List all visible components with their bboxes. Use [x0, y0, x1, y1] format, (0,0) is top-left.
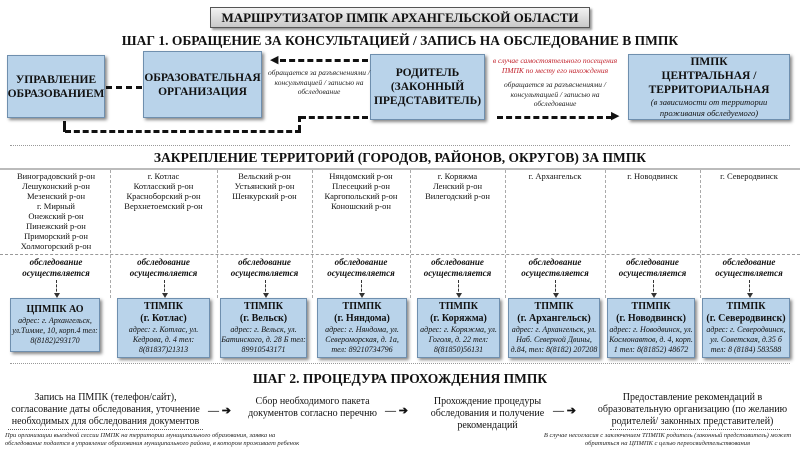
office-address: адрес: г. Архангельск, ул.Тимме, 10, корп.4 тел: 8(8182)293170	[12, 316, 98, 345]
pmpk-note: (в зависимости от территории проживания обследуемого)	[650, 97, 768, 118]
arrow-to-department	[65, 130, 301, 133]
office-name: ЦПМПК АО	[26, 304, 84, 315]
step2-item: Запись на ПМПК (телефон/сайт), согласование даты обследования, уточнение необходимых для обследования документов	[11, 392, 200, 427]
arrow-down-icon	[458, 280, 459, 296]
office-address: адрес: г. Архангельск, ул. Наб. Северной Двины, д.84, тел: 8(8182) 207208	[510, 325, 598, 354]
box-line: ОБРАЗОВАТЕЛЬНАЯ	[144, 71, 261, 84]
box-line: (ЗАКОННЫЙ	[390, 81, 465, 93]
office-address: адрес: г. Няндома, ул. Североморская, д. 1а, тел: 89210734796	[325, 325, 399, 354]
office-city: (г. Северодвинск)	[706, 313, 786, 324]
box-line: ОРГАНИЗАЦИЯ	[158, 85, 247, 98]
office-name: ТПМПК	[631, 301, 671, 312]
obs-label: обследование осуществляется	[618, 257, 687, 278]
obs-label: обследование осуществляется	[230, 257, 299, 278]
divider	[0, 254, 800, 255]
territory-areas: г. Новодвинск	[627, 171, 678, 181]
arrow-down-icon	[56, 280, 57, 296]
step2-heading: ШАГ 2. ПРОЦЕДУРА ПРОХОЖДЕНИЯ ПМПК	[252, 371, 548, 386]
office-city: (г. Архангельск)	[517, 313, 591, 324]
obs-label: обследование осуществляется	[715, 257, 783, 278]
office-address: адрес: г. Новодвинск, ул. Космонавтов, д. 4, корп. 1 тел: 8(81852) 48672	[609, 325, 693, 354]
office-name: ТПМПК	[726, 301, 766, 312]
territory-areas: г. Архангельск	[528, 171, 582, 181]
office-city: (г. Новодвинск)	[616, 313, 686, 324]
office-name: ТПМПК	[144, 301, 183, 312]
step2-item: Предоставление рекомендаций в образовательную организацию (по желанию родителей/ законных представителей)	[597, 392, 788, 427]
pmpk-office-card	[10, 298, 100, 352]
step2-item: Прохождение процедуры обследования и получение рекомендаций	[430, 396, 545, 431]
arrow-right-icon: — ➔	[208, 405, 231, 417]
divider	[0, 168, 800, 170]
arrow-right-icon: — ➔	[385, 405, 408, 417]
step1-heading: ШАГ 1. ОБРАЩЕНИЕ ЗА КОНСУЛЬТАЦИЕЙ / ЗАПИСЬ НА ОБСЛЕДОВАНИЕ В ПМПК	[121, 33, 679, 48]
pmpk-office-card	[220, 298, 307, 358]
pmpk-office-card	[702, 298, 790, 358]
territory-areas: г. Котлас Котласский р-он Красноборский р-он Верхнетоемский р-он	[124, 171, 203, 211]
note-right-red: в случае самостоятельного посещения ПМПК по месту его нахождения	[492, 56, 618, 75]
office-city: (г. Котлас)	[140, 313, 187, 324]
box-line: ПРЕДСТАВИТЕЛЬ)	[373, 95, 482, 107]
arrow-down-icon	[653, 280, 654, 296]
step2-note-left: При организации выездной сессии ПМПК на территории муниципального образования, заявка на обследование подается в управление образования муниципального района, в котором проживает ребенок	[5, 432, 300, 447]
connector-line	[300, 116, 368, 119]
divider	[10, 145, 790, 146]
territory-areas: Няндомский р-он Плесецкий р-он Каргопольский р-он Коношский р-он	[324, 171, 398, 211]
office-city: (г. Вельск)	[239, 313, 288, 324]
connector-line	[106, 86, 142, 89]
arrow-right-icon: ▶	[611, 110, 620, 122]
note-right: обращается за разъяснениями / консультацией / записью на обследование	[504, 80, 606, 108]
office-name: ТПМПК	[534, 301, 574, 312]
arrow-up-icon	[63, 121, 66, 132]
arrow-to-org	[280, 59, 368, 62]
obs-label: обследование осуществляется	[22, 257, 90, 278]
office-name: ТПМПК	[439, 301, 478, 312]
obs-label: обследование осуществляется	[521, 257, 589, 278]
arrow-down-icon	[749, 280, 750, 296]
territory-areas: Вельский р-он Устьянский р-он Шенкурский р-он	[232, 171, 297, 201]
divider	[8, 429, 203, 430]
arrow-down-icon	[361, 280, 362, 296]
office-city: (г. Няндома)	[334, 313, 390, 324]
territory-areas: г. Коряжма Ленский р-он Вилегодский р-он	[425, 171, 490, 201]
obs-label: обследование осуществляется	[327, 257, 395, 278]
office-address: адрес: г. Котлас, ул. Кедрова, д. 4 тел: 8(81837)21313	[128, 325, 199, 354]
territory-heading: ЗАКРЕПЛЕНИЕ ТЕРРИТОРИЙ (ГОРОДОВ, РАЙОНОВ, ОКРУГОВ) ЗА ПМПК	[153, 150, 647, 165]
box-line: ОБРАЗОВАНИЕМ	[7, 87, 105, 100]
territory-areas: г. Северодвинск	[720, 171, 778, 181]
divider	[10, 363, 790, 364]
box-line: ЦЕНТРАЛЬНАЯ /	[661, 70, 757, 82]
pmpk-office-card	[607, 298, 695, 358]
arrow-down-icon	[555, 280, 556, 296]
box-line: РОДИТЕЛЬ	[395, 67, 460, 79]
territory-areas: Виноградовский р-он Лешуконский р-он Мезенский р-он г. Мирный Онежский р-он Пинежский р-он Приморский р-он Холмогорский р-он	[16, 171, 96, 251]
page-title: МАРШРУТИЗАТОР ПМПК АРХАНГЕЛЬСКОЙ ОБЛАСТИ	[210, 7, 590, 28]
connector-line	[298, 116, 301, 131]
divider	[610, 429, 780, 430]
educational-organization-box	[143, 51, 262, 118]
arrow-left-icon: ◀	[270, 54, 279, 66]
office-address: адрес: г. Вельск, ул. Батинского, д. 28 Б тел: 89910543171	[221, 325, 306, 354]
arrow-to-pmpk	[497, 116, 612, 119]
education-department-box	[7, 55, 105, 118]
note-left: обращается за разъяснениями / консультацией / записью на обследование	[268, 68, 370, 96]
pmpk-office-card	[117, 298, 210, 358]
step2-item: Сбор необходимого пакета документов согласно перечню	[248, 396, 377, 419]
step2-note-right: В случае несогласия с заключением ТПМПК родитель (законный представитель) может обратиться на ЦПМПК с целью переосвидетельствования	[543, 432, 792, 447]
office-name: ТПМПК	[244, 301, 283, 312]
pmpk-box	[628, 54, 790, 120]
obs-label: обследование осуществляется	[423, 257, 492, 278]
box-line: ПМПК	[690, 56, 728, 68]
office-city: (г. Коряжма)	[430, 313, 487, 324]
pmpk-office-card	[417, 298, 500, 358]
arrow-down-icon	[164, 280, 165, 296]
arrow-down-icon	[265, 280, 266, 296]
arrow-right-icon: — ➔	[553, 405, 576, 417]
box-line: УПРАВЛЕНИЕ	[15, 73, 97, 86]
parent-box	[370, 54, 485, 120]
obs-label: обследование осуществляется	[129, 257, 198, 278]
office-address: адрес: г. Коряжма, ул. Гоголя, д. 22 тел: 8(81850)56131	[420, 325, 497, 354]
pmpk-office-card	[508, 298, 600, 358]
office-address: адрес: г. Северодвинск, ул. Советская, д.35 б тел: 8 (8184) 583588	[706, 325, 786, 354]
pmpk-office-card	[317, 298, 407, 358]
office-name: ТПМПК	[342, 301, 382, 312]
box-line: ТЕРРИТОРИАЛЬНАЯ	[648, 84, 770, 96]
